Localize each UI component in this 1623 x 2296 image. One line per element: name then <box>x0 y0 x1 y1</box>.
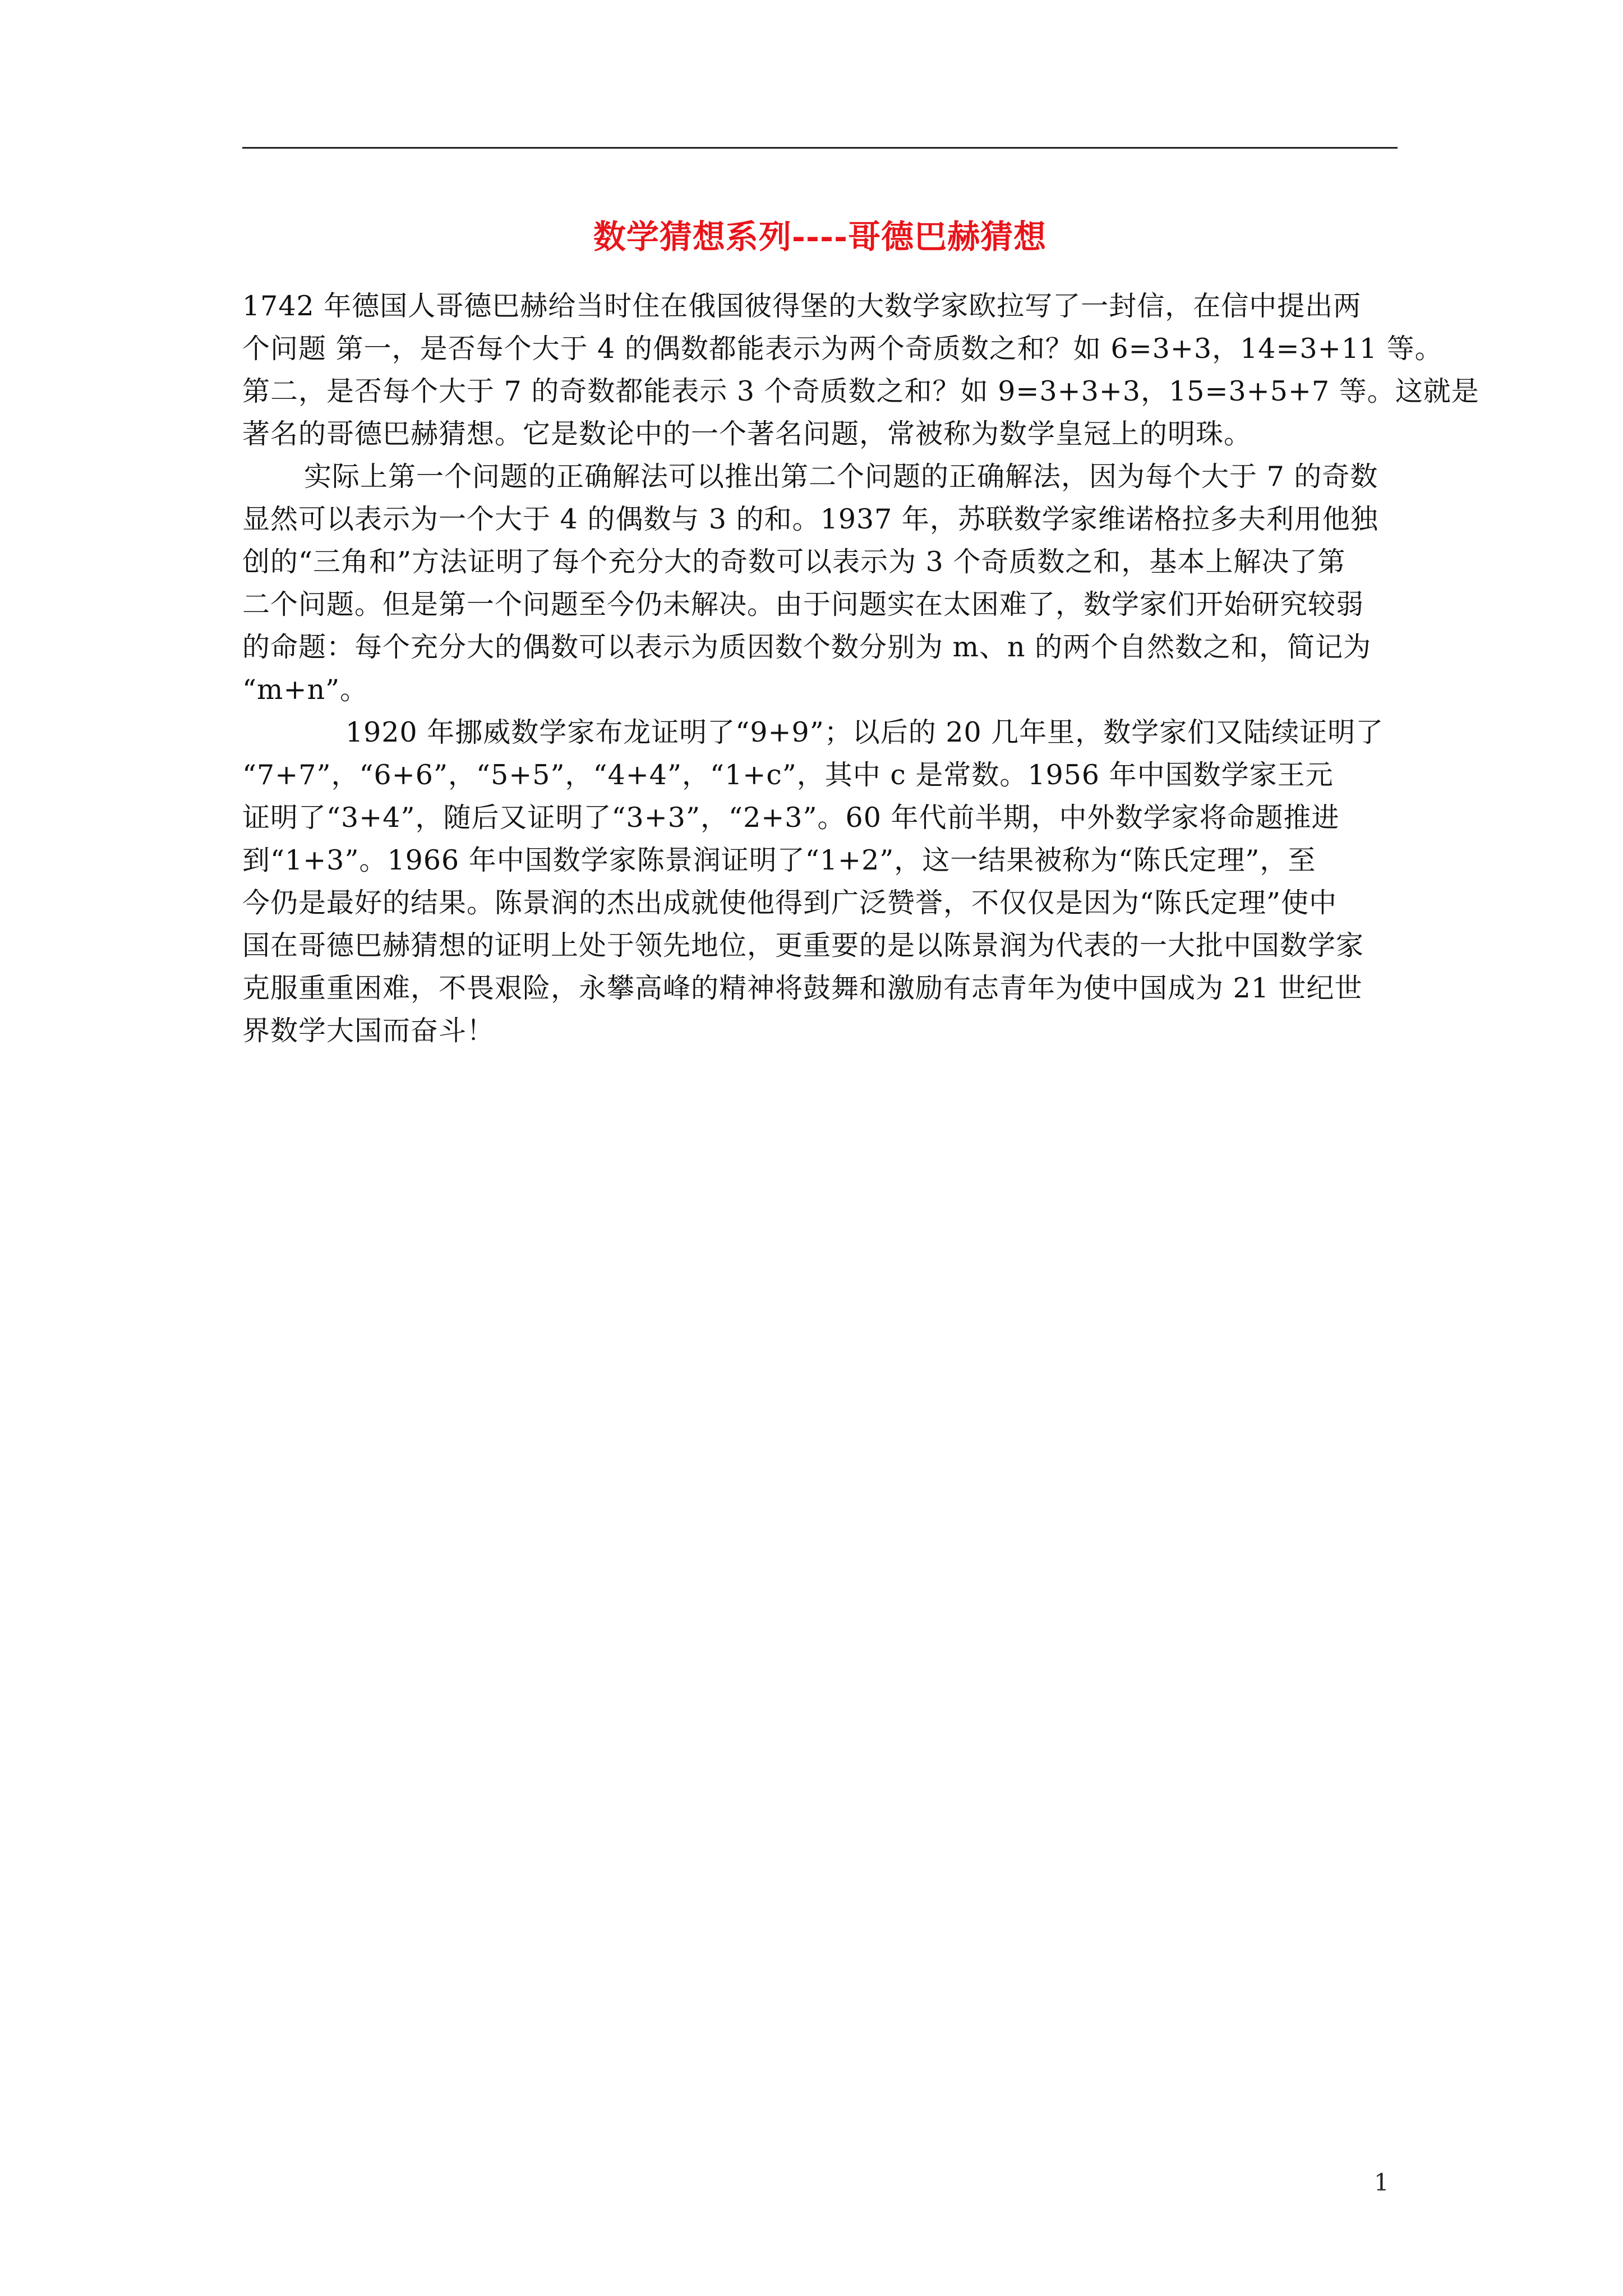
text-line: 个问题 第一，是否每个大于 4 的偶数都能表示为两个奇质数之和？如 6=3+3，14=3+11 等。 <box>242 333 1443 365</box>
text-line: 1920 年挪威数学家布龙证明了“9+9”；以后的 20 几年里，数学家们又陆续证明了 <box>345 716 1384 748</box>
text-line: “m+n”。 <box>242 674 368 706</box>
text-line: 第二，是否每个大于 7 的奇数都能表示 3 个奇质数之和？如 9=3+3+3，15=3+5+7 等。这就是 <box>242 375 1479 407</box>
header-rule <box>242 147 1398 149</box>
text-line: 证明了“3+4”，随后又证明了“3+3”，“2+3”。60 年代前半期，中外数学家将命题推进 <box>242 802 1340 834</box>
text-line: 二个问题。但是第一个问题至今仍未解决。由于问题实在太困难了，数学家们开始研究较弱 <box>242 588 1364 620</box>
document-title: 数学猜想系列----哥德巴赫猜想 <box>593 218 1047 256</box>
text-line: 国在哥德巴赫猜想的证明上处于领先地位，更重要的是以陈景润为代表的一大批中国数学家 <box>242 930 1364 961</box>
text-line: 显然可以表示为一个大于 4 的偶数与 3 的和。1937 年，苏联数学家维诺格拉多夫利用他独 <box>242 503 1378 535</box>
page-number: 1 <box>1374 2169 1389 2196</box>
paragraph-3 <box>242 711 1398 1052</box>
paragraph-1 <box>242 285 1479 455</box>
text-line: 1742 年德国人哥德巴赫给当时住在俄国彼得堡的大数学家欧拉写了一封信，在信中提出两 <box>242 290 1362 322</box>
paragraph-2 <box>242 455 1398 711</box>
document-body <box>242 285 1479 1052</box>
text-line: 的命题：每个充分大的偶数可以表示为质因数个数分别为 m、n 的两个自然数之和，简记为 <box>242 631 1372 663</box>
text-line: 今仍是最好的结果。陈景润的杰出成就使他得到广泛赞誉，不仅仅是因为“陈氏定理”使中 <box>242 887 1338 919</box>
text-line: 创的“三角和”方法证明了每个充分大的奇数可以表示为 3 个奇质数之和，基本上解决了第 <box>242 546 1346 578</box>
text-line: 实际上第一个问题的正确解法可以推出第二个问题的正确解法，因为每个大于 7 的奇数 <box>304 461 1378 493</box>
text-line: 界数学大国而奋斗！ <box>242 1015 495 1047</box>
text-line: 到“1+3”。1966 年中国数学家陈景润证明了“1+2”，这一结果被称为“陈氏定理”，至 <box>242 844 1316 876</box>
text-line: “7+7”，“6+6”，“5+5”，“4+4”，“1+c”，其中 c 是常数。1956 年中国数学家王元 <box>242 759 1334 791</box>
text-line: 著名的哥德巴赫猜想。它是数论中的一个著名问题，常被称为数学皇冠上的明珠。 <box>242 418 1252 450</box>
text-line: 克服重重困难，不畏艰险，永攀高峰的精神将鼓舞和激励有志青年为使中国成为 21 世纪世 <box>242 972 1363 1004</box>
